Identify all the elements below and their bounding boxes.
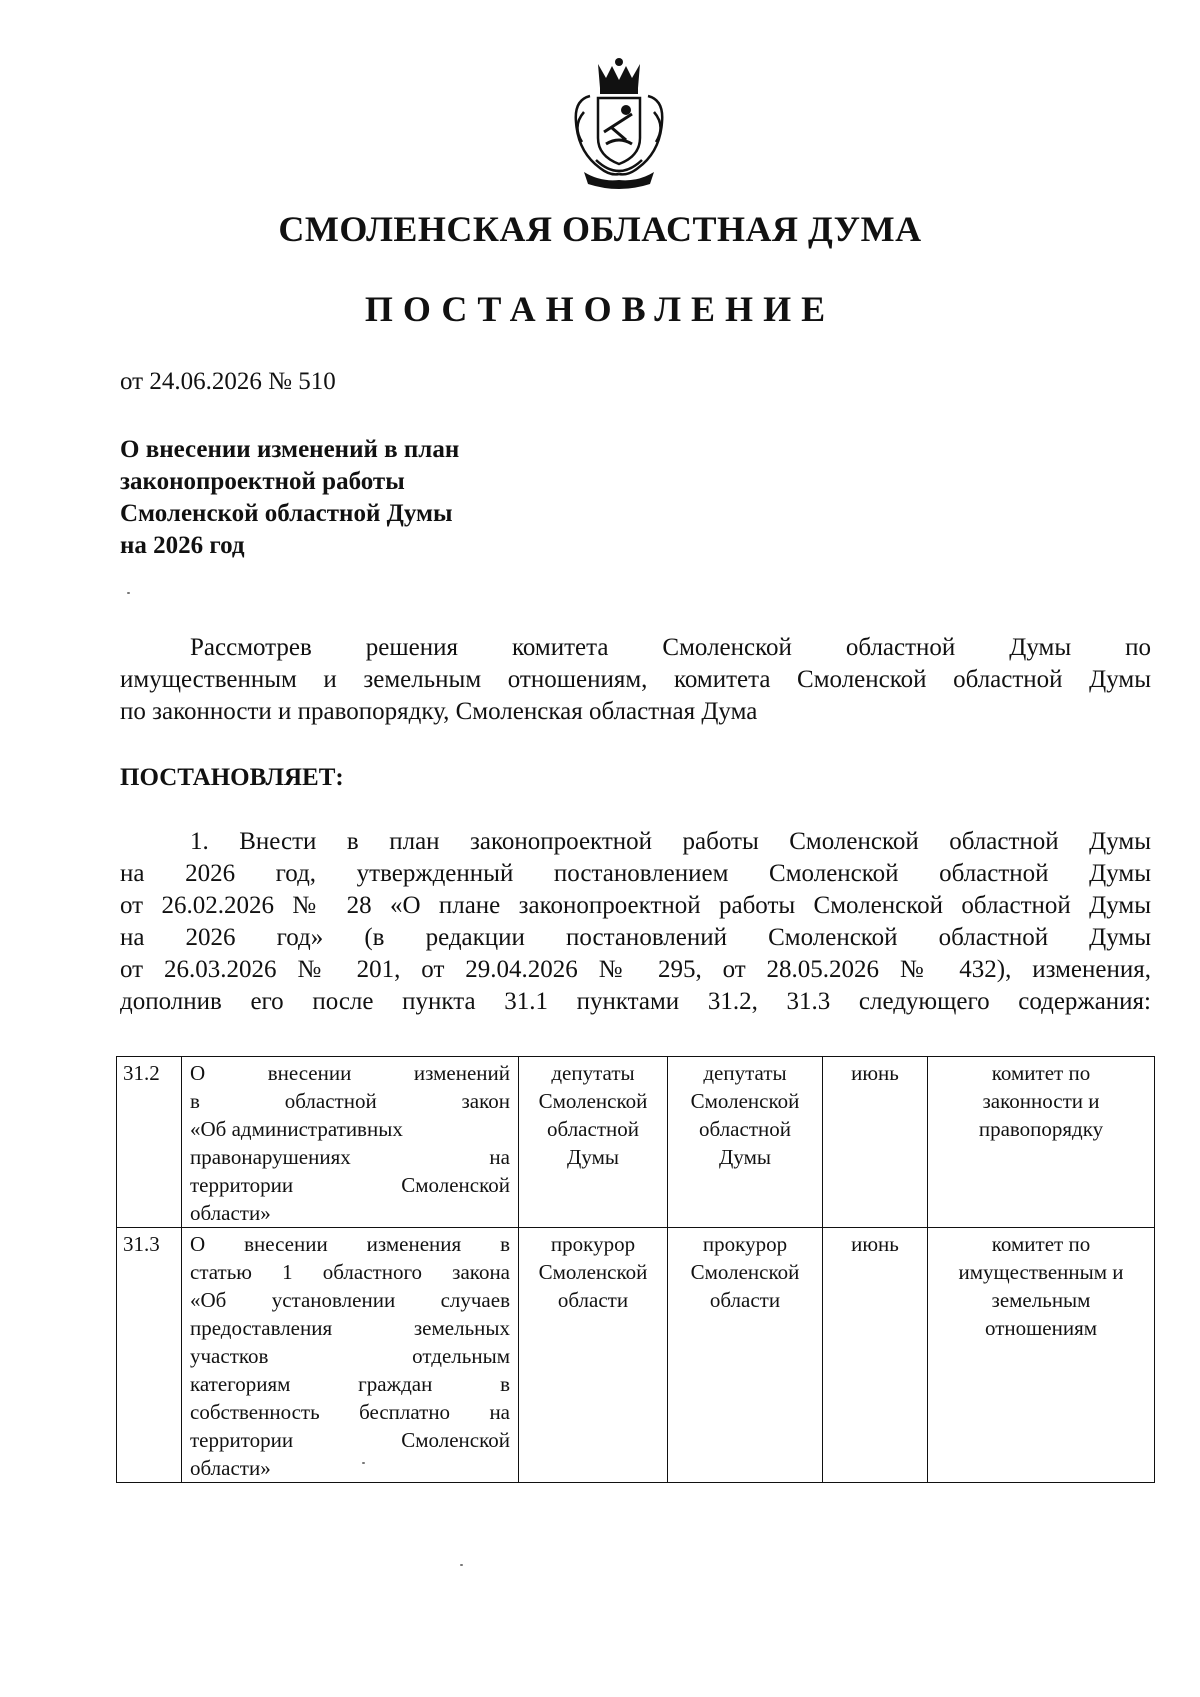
preamble-line: Рассмотрев решения комитета Смоленской областной Думы по xyxy=(190,634,1151,661)
committee-line: отношениям xyxy=(984,1316,1098,1340)
bill-title-cell xyxy=(182,1057,519,1228)
developer-line: Смоленской xyxy=(690,1089,800,1113)
item-line: на 2026 год» (в редакции постановлений Смоленской областной Думы xyxy=(120,924,1151,951)
initiator-line: Смоленской xyxy=(538,1089,648,1113)
subject-line: О внесении изменений в план xyxy=(120,436,460,463)
committee-line: законности и xyxy=(982,1089,1100,1113)
committee-cell xyxy=(928,1057,1155,1228)
bill-title-line: участков отдельным xyxy=(190,1344,510,1368)
item-line: от 26.02.2026 № 28 «О плане законопроектной работы Смоленской областной Думы xyxy=(120,892,1151,919)
developer-line: депутаты xyxy=(703,1061,787,1085)
row-number-cell: 31.2 xyxy=(117,1057,182,1228)
bill-title-line: статью 1 областного закона xyxy=(190,1260,510,1284)
committee-line: комитет по xyxy=(991,1232,1091,1256)
bill-title-line: О внесении изменения в xyxy=(190,1232,510,1256)
bill-title-line: «Об установлении случаев xyxy=(190,1288,510,1312)
initiator-line: Смоленской xyxy=(538,1260,648,1284)
table-row xyxy=(117,1057,1155,1228)
item-line: на 2026 год, утвержденный постановлением Смоленской областной Думы xyxy=(120,860,1151,887)
document-date-number: от 24.06.2026 № 510 xyxy=(120,368,336,395)
developer-line: области xyxy=(709,1288,781,1312)
coat-of-arms-emblem xyxy=(560,56,678,196)
committee-line: земельным xyxy=(991,1288,1091,1312)
initiator-line: депутаты xyxy=(551,1061,635,1085)
scan-speck xyxy=(460,1564,463,1566)
developer-line: областной xyxy=(699,1117,791,1141)
bill-title-line: предоставления земельных xyxy=(190,1316,510,1340)
preamble-line: имущественным и земельным отношениям, комитета Смоленской областной Думы xyxy=(120,666,1151,693)
plan-amendments-table xyxy=(116,1056,1155,1483)
developer-cell xyxy=(668,1057,823,1228)
bill-title-line: категориям граждан в xyxy=(190,1372,510,1396)
table-row xyxy=(117,1228,1155,1483)
row-number-cell: 31.3 xyxy=(117,1228,182,1483)
decree-heading: ПОСТАНОВЛЯЕТ: xyxy=(120,764,344,791)
document-type-heading: ПОСТАНОВЛЕНИЕ xyxy=(364,289,836,329)
item-line: дополнив его после пункта 31.1 пунктами 31.2, 31.3 следующего содержания: xyxy=(120,988,1151,1015)
developer-line: Смоленской xyxy=(690,1260,800,1284)
subject-line: Смоленской областной Думы xyxy=(120,500,453,527)
developer-line: прокурор xyxy=(702,1232,788,1256)
bill-title-line: «Об административных xyxy=(190,1117,403,1141)
scan-speck xyxy=(362,1462,365,1464)
document-subject xyxy=(120,434,540,562)
scan-speck xyxy=(127,592,130,594)
committee-line: комитет по xyxy=(991,1061,1091,1085)
committee-line: имущественным и xyxy=(958,1260,1124,1284)
preamble-line: по законности и правопорядку, Смоленская областная Дума xyxy=(120,698,758,725)
committee-cell xyxy=(928,1228,1155,1483)
subject-line: законопроектной работы xyxy=(120,468,405,495)
bill-title-line: О внесении изменений xyxy=(190,1061,510,1085)
initiator-cell xyxy=(519,1228,668,1483)
bill-title-line: в областной закон xyxy=(190,1089,510,1113)
developer-cell xyxy=(668,1228,823,1483)
bill-title-line: области» xyxy=(190,1456,271,1480)
bill-title-cell xyxy=(182,1228,519,1483)
term-cell: июнь xyxy=(823,1228,928,1483)
item-line: от 26.03.2026 № 201, от 29.04.2026 № 295, от 28.05.2026 № 432), изменения, xyxy=(120,956,1151,983)
preamble-paragraph xyxy=(120,632,1151,728)
initiator-line: области xyxy=(557,1288,629,1312)
initiator-line: Думы xyxy=(567,1145,619,1169)
bill-title-line: правонарушениях на xyxy=(190,1145,510,1169)
term-cell: июнь xyxy=(823,1057,928,1228)
bill-title-line: области» xyxy=(190,1201,271,1225)
developer-line: Думы xyxy=(719,1145,771,1169)
bill-title-line: территории Смоленской xyxy=(190,1173,510,1197)
item-line: 1. Внести в план законопроектной работы Смоленской областной Думы xyxy=(190,828,1151,855)
initiator-line: областной xyxy=(547,1117,639,1141)
subject-line: на 2026 год xyxy=(120,532,245,559)
bill-title-line: собственность бесплатно на xyxy=(190,1400,510,1424)
initiator-line: прокурор xyxy=(550,1232,636,1256)
committee-line: правопорядку xyxy=(978,1117,1104,1141)
initiator-cell xyxy=(519,1057,668,1228)
resolution-item-1 xyxy=(120,826,1151,1018)
bill-title-line: территории Смоленской xyxy=(190,1428,510,1452)
organization-title: СМОЛЕНСКАЯ ОБЛАСТНАЯ ДУМА xyxy=(278,209,922,249)
